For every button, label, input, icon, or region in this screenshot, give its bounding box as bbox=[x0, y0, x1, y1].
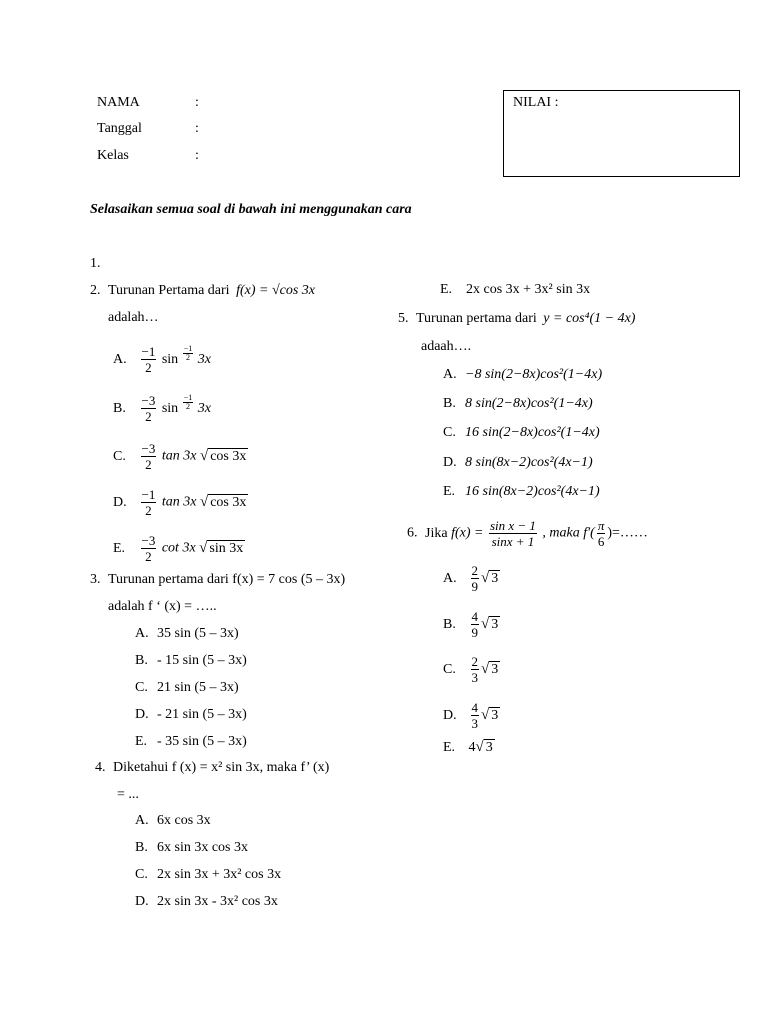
class-colon: : bbox=[195, 148, 199, 163]
q3-text: Turunan pertama dari f(x) = 7 cos (5 – 3x) bbox=[108, 572, 346, 587]
q1-number: 1. bbox=[90, 256, 101, 271]
q6-option-a: A. $\frac{2}{9}$ √ 3 bbox=[443, 563, 499, 594]
q6-stem bbox=[407, 519, 648, 548]
square-root: √ 3 bbox=[481, 569, 499, 586]
q6-text: Jika bbox=[425, 525, 448, 541]
q3-option-d: D. - 21 sin (5 – 3x) bbox=[135, 707, 247, 722]
option-letter: E. bbox=[113, 540, 126, 556]
q5-option-d: D. 8 sin(8x−2)cos²(4x−1) bbox=[443, 455, 593, 470]
coef-fraction: $\frac{2}{3}$ bbox=[471, 654, 478, 685]
q5-option-b: B. 8 sin(2−8x)cos²(1−4x) bbox=[443, 396, 593, 411]
q3-option-e: E. - 35 sin (5 – 3x) bbox=[135, 734, 247, 749]
square-root: √ 3 bbox=[481, 660, 499, 677]
q3-stem bbox=[90, 571, 345, 589]
func: sin bbox=[161, 352, 179, 367]
q4-cont: = ... bbox=[117, 787, 139, 802]
score-box bbox=[503, 90, 740, 177]
score-label: NILAI : bbox=[513, 95, 559, 110]
q5-option-e: E. 16 sin(8x−2)cos²(4x−1) bbox=[443, 484, 600, 499]
q2-stem bbox=[90, 282, 315, 300]
coef-fraction: $\frac{4}{3}$ bbox=[471, 700, 478, 731]
func: tan 3x bbox=[161, 494, 197, 510]
q6-lhs: f(x) = bbox=[451, 525, 484, 541]
q2-option-a bbox=[113, 345, 211, 374]
square-root: √ cos 3x bbox=[199, 493, 247, 510]
tail: 3x bbox=[197, 352, 211, 367]
instruction: Selasaikan semua soal di bawah ini menggunakan cara bbox=[90, 202, 412, 217]
q2-option-e bbox=[113, 534, 245, 563]
func: tan 3x bbox=[161, 448, 197, 464]
square-root: √ 3 bbox=[481, 615, 499, 632]
coef-fraction: $\frac{-3}{2}$ bbox=[141, 533, 156, 564]
q6-option-e: E. 4√ 3 bbox=[443, 739, 493, 755]
q4-option-d: D. 2x sin 3x - 3x² cos 3x bbox=[135, 894, 278, 909]
q6-option-c: C. $\frac{2}{3}$ √ 3 bbox=[443, 654, 499, 685]
q6-number: 6. bbox=[407, 525, 418, 541]
q3-option-b: B. - 15 sin (5 – 3x) bbox=[135, 653, 247, 668]
q3-number: 3. bbox=[90, 572, 101, 587]
option-letter: C. bbox=[113, 448, 126, 464]
q4-text: Diketahui f (x) = x² sin 3x, maka f’ (x) bbox=[113, 760, 330, 775]
exponent-fraction: $\frac{-1}{2}$ bbox=[183, 344, 193, 362]
q2-text: Turunan Pertama dari bbox=[108, 283, 230, 298]
tail: 3x bbox=[197, 401, 211, 416]
q6-fraction: $\frac{\text{sin x − 1}}{\sin x + 1}$ bbox=[489, 518, 536, 549]
date-label: Tanggal bbox=[97, 121, 142, 136]
coef-fraction: $\frac{-1}{2}$ bbox=[141, 487, 156, 518]
coef-fraction: $\frac{4}{9}$ bbox=[471, 609, 478, 640]
q5-text: Turunan pertama dari bbox=[416, 311, 537, 326]
q4-number: 4. bbox=[95, 760, 106, 775]
func: sin bbox=[161, 401, 179, 416]
q5-option-c: C. 16 sin(2−8x)cos²(1−4x) bbox=[443, 425, 600, 440]
name-colon: : bbox=[195, 95, 199, 110]
coef-fraction: $\frac{-3}{2}$ bbox=[141, 441, 156, 472]
q5-cont: adaah…. bbox=[421, 339, 472, 354]
q2-number: 2. bbox=[90, 283, 101, 298]
q4-option-c: C. 2x sin 3x + 3x² cos 3x bbox=[135, 867, 282, 882]
square-root: √ 3 bbox=[475, 739, 493, 755]
q4-option-e: E. 2x cos 3x + 3x² sin 3x bbox=[440, 282, 591, 297]
square-root: √ sin 3x bbox=[199, 539, 244, 556]
coef-fraction: $\frac{-3}{2}$ bbox=[141, 393, 156, 425]
q6-option-d: D. $\frac{4}{3}$ √ 3 bbox=[443, 700, 499, 731]
q5-stem bbox=[398, 310, 635, 328]
q3-cont: adalah f ‘ (x) = ….. bbox=[108, 599, 217, 614]
square-root: √ 3 bbox=[481, 706, 499, 723]
q3-option-a: A. 35 sin (5 – 3x) bbox=[135, 626, 239, 641]
option-letter: B. bbox=[113, 401, 126, 416]
q4-option-b: B. 6x sin 3x cos 3x bbox=[135, 840, 248, 855]
q2-option-c bbox=[113, 442, 248, 471]
option-letter: A. bbox=[113, 352, 127, 367]
name-label: NAMA bbox=[97, 95, 140, 110]
date-colon: : bbox=[195, 121, 199, 136]
q6-end: )=…… bbox=[607, 525, 648, 541]
coef-fraction: $\frac{2}{9}$ bbox=[471, 563, 478, 594]
class-label: Kelas bbox=[97, 148, 129, 163]
q2-option-d bbox=[113, 488, 248, 517]
q3-option-c: C. 21 sin (5 – 3x) bbox=[135, 680, 239, 695]
q2-option-b bbox=[113, 394, 211, 423]
q6-option-b: B. $\frac{4}{9}$ √ 3 bbox=[443, 609, 499, 640]
q5-number: 5. bbox=[398, 311, 409, 326]
coef-fraction: $\frac{-1}{2}$ bbox=[141, 344, 156, 376]
q4-stem bbox=[95, 759, 329, 777]
q5-option-a: A. −8 sin(2−8x)cos²(1−4x) bbox=[443, 367, 603, 382]
q6-mid: , maka f′( bbox=[542, 525, 595, 541]
q5-expr: y = cos⁴(1 − 4x) bbox=[543, 311, 636, 326]
q6-pi-fraction: $\frac{\pi}{6}$ bbox=[597, 518, 605, 549]
func: cot 3x bbox=[161, 540, 196, 556]
q2-cont: adalah… bbox=[108, 310, 159, 325]
q4-option-a: A. 6x cos 3x bbox=[135, 813, 211, 828]
exponent-fraction: $\frac{-1}{2}$ bbox=[183, 393, 193, 411]
option-letter: D. bbox=[113, 494, 127, 510]
square-root: √ cos 3x bbox=[199, 447, 247, 464]
q2-expr: f(x) = √cos 3x bbox=[236, 283, 316, 298]
